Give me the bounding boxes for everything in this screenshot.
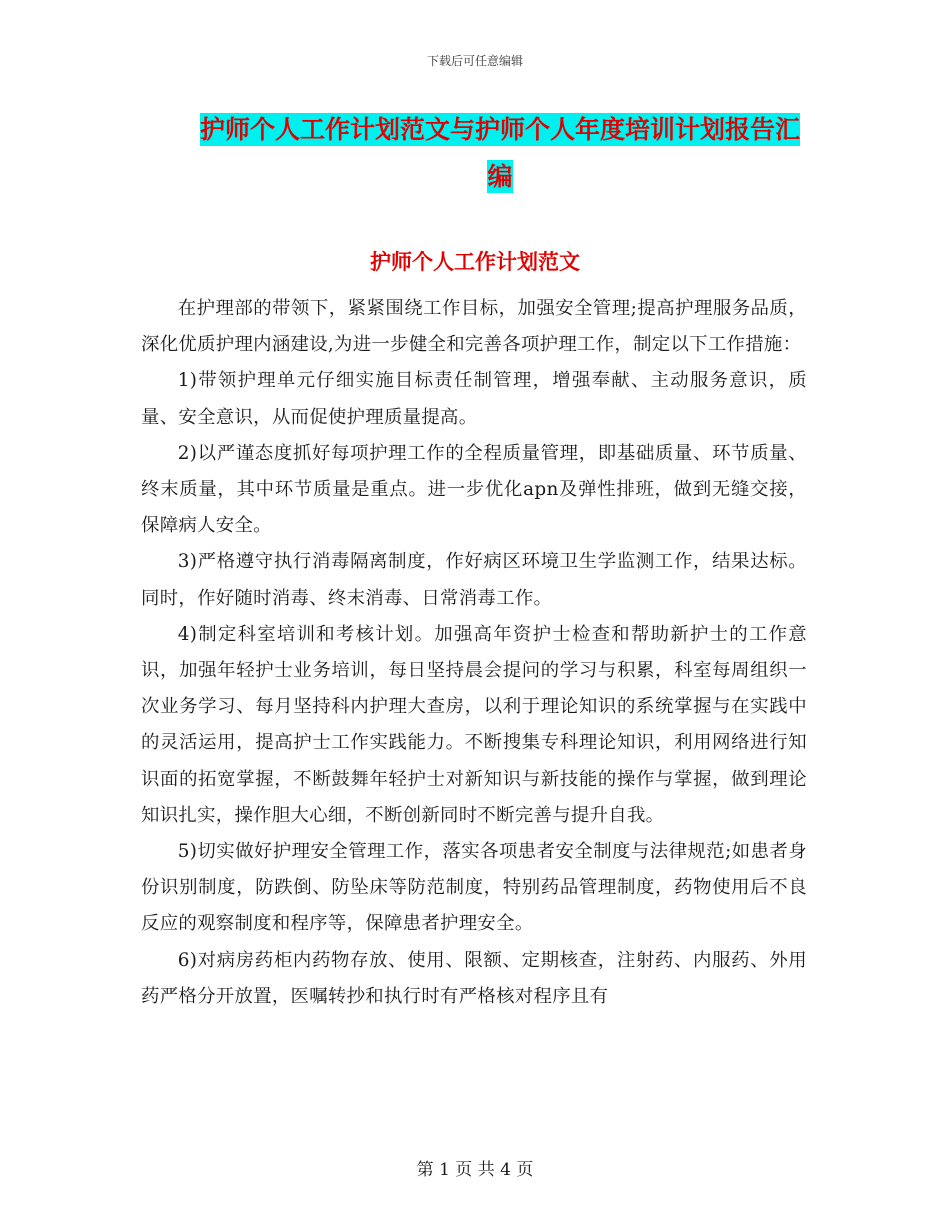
paragraph: 3)严格遵守执行消毒隔离制度，作好病区环境卫生学监测工作，结果达标。同时，作好随时消毒、终末消毒、日常消毒工作。 (141, 551, 807, 609)
header-text: 下载后可任意编辑 (426, 54, 523, 68)
paragraph: 1)带领护理单元仔细实施目标责任制管理，增强奉献、主动服务意识，质量、安全意识，从而促使护理质量提高。 (141, 370, 807, 428)
page-header (0, 52, 950, 69)
paragraph: 4)制定科室培训和考核计划。加强高年资护士检查和帮助新护士的工作意识，加强年轻护士业务培训，每日坚持晨会提问的学习与积累，科室每周组织一次业务学习、每月坚持科内护理大查房，以利于理论知识的系统掌握与在实践中的灵活运用，提高护士工作实践能力。不断搜集专科理论知识，利用网络进行知识面的拓宽掌握，不断鼓舞年轻护士对新知识与新技能的操作与掌握，做到理论知识扎实，操作胆大心细，不断创新同时不断完善与提升自我。 (141, 623, 807, 826)
document-title (195, 106, 805, 200)
footer-page-number: 1 (439, 1160, 450, 1180)
footer-mid: 页 共 (455, 1160, 495, 1180)
paragraph: 5)切实做好护理安全管理工作，落实各项患者安全制度与法律规范;如患者身份识别制度，防跌倒、防坠床等防范制度，特别药品管理制度，药物使用后不良反应的观察制度和程序等，保障患者护理安全。 (141, 841, 807, 935)
section-title: 护师个人工作计划范文 (370, 250, 580, 274)
document-title-text: 护师个人工作计划范文与护师个人年度培训计划报告汇编 (199, 115, 800, 191)
page-footer (0, 1155, 950, 1180)
footer-total-pages: 4 (500, 1160, 511, 1180)
footer-suffix: 页 (516, 1160, 534, 1180)
document-body (141, 291, 807, 1015)
paragraph: 在护理部的带领下，紧紧围绕工作目标，加强安全管理;提高护理服务品质，深化优质护理内涵建设,为进一步健全和完善各项护理工作，制定以下工作措施： (141, 298, 807, 356)
footer-prefix: 第 (416, 1160, 434, 1180)
paragraph: 2)以严谨态度抓好每项护理工作的全程质量管理，即基础质量、环节质量、终末质量，其中环节质量是重点。进一步优化apn及弹性排班，做到无缝交接，保障病人安全。 (141, 442, 807, 537)
paragraph: 6)对病房药柜内药物存放、使用、限额、定期核查，注射药、内服药、外用药严格分开放置，医嘱转抄和执行时有严格核对程序且有 (141, 949, 807, 1007)
